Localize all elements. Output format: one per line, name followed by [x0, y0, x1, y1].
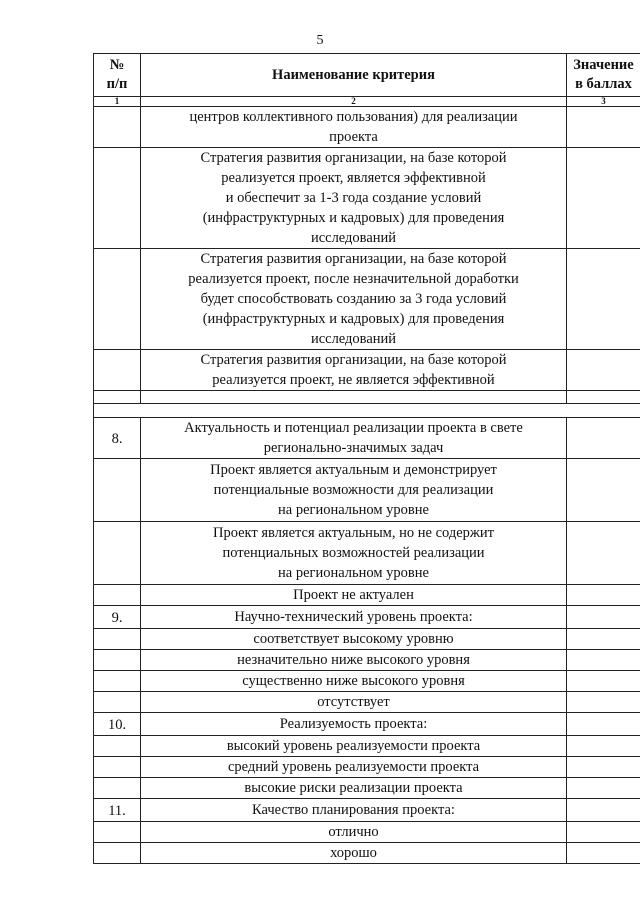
- table-row: [94, 799, 640, 822]
- score-cell: [567, 107, 640, 148]
- score-cell: [567, 148, 640, 249]
- table-row: [94, 249, 640, 350]
- header-row: [94, 54, 640, 97]
- table-row: [94, 713, 640, 736]
- score-cell: [567, 249, 640, 350]
- criterion-title: Научно-технический уровень проекта:: [141, 606, 567, 629]
- table-row: [94, 629, 640, 650]
- criterion-option: хорошо: [141, 843, 567, 864]
- criterion-option: отлично: [141, 822, 567, 843]
- table-row: [94, 822, 640, 843]
- criterion-option: Стратегия развития организации, на базе которой реализуется проект, не является эффективной: [141, 350, 567, 391]
- table-row: [94, 418, 640, 459]
- table-row: [94, 736, 640, 757]
- score-cell: [567, 799, 640, 822]
- criterion-title: Реализуемость проекта:: [141, 713, 567, 736]
- score-cell: [567, 713, 640, 736]
- score-cell: [567, 778, 640, 799]
- table-row: [94, 671, 640, 692]
- score-cell: [567, 606, 640, 629]
- score-cell: [567, 692, 640, 713]
- table-row: [94, 459, 640, 522]
- table-row: [94, 606, 640, 629]
- criterion-title: Качество планирования проекта:: [141, 799, 567, 822]
- header-number: № п/п: [94, 54, 141, 97]
- score-cell: [567, 757, 640, 778]
- criteria-table: [93, 53, 640, 864]
- score-cell: [567, 522, 640, 585]
- criterion-option: незначительно ниже высокого уровня: [141, 650, 567, 671]
- score-cell: [567, 822, 640, 843]
- criterion-option: средний уровень реализуемости проекта: [141, 757, 567, 778]
- page-number: 5: [316, 33, 324, 48]
- score-cell: [567, 629, 640, 650]
- criterion-number: 10.: [94, 713, 141, 736]
- criterion-option: Проект не актуален: [141, 585, 567, 606]
- score-cell: [567, 843, 640, 864]
- score-cell: [567, 418, 640, 459]
- criterion-option: отсутствует: [141, 692, 567, 713]
- table-row: [94, 650, 640, 671]
- table-row: [94, 585, 640, 606]
- column-index-1: 1: [94, 97, 141, 107]
- criterion-title: Актуальность и потенциал реализации проекта в свете регионально-значимых задач: [141, 418, 567, 459]
- criterion-number: 9.: [94, 606, 141, 629]
- criterion-option: Стратегия развития организации, на базе которой реализуется проект, является эффективной и обеспечит за 1-3 года создание условий (инфраструктурных и кадровых) для проведения исследований: [141, 148, 567, 249]
- criterion-option: Проект является актуальным, но не содержит потенциальных возможностей реализации на региональном уровне: [141, 522, 567, 585]
- table-row: [94, 148, 640, 249]
- header-score-value: Значение в баллах: [567, 54, 640, 97]
- criterion-option: Проект является актуальным и демонстрирует потенциальные возможности для реализации на региональном уровне: [141, 459, 567, 522]
- score-cell: [567, 650, 640, 671]
- criterion-number: 8.: [94, 418, 141, 459]
- table-row: [94, 107, 640, 148]
- criterion-number: 11.: [94, 799, 141, 822]
- score-cell: [567, 671, 640, 692]
- separator-row: [94, 404, 640, 418]
- column-index-3: 3: [567, 97, 640, 107]
- table-row: [94, 757, 640, 778]
- column-index-2: 2: [141, 97, 567, 107]
- table-row: [94, 843, 640, 864]
- criterion-option: соответствует высокому уровню: [141, 629, 567, 650]
- table-row: [94, 778, 640, 799]
- score-cell: [567, 585, 640, 606]
- score-cell: [567, 459, 640, 522]
- table-row: [94, 350, 640, 391]
- criterion-option: Стратегия развития организации, на базе которой реализуется проект, после незначительной доработки будет способствовать созданию за 3 года условий (инфраструктурных и кадровых) для проведения исследований: [141, 249, 567, 350]
- separator-row: [94, 391, 640, 404]
- table-row: [94, 692, 640, 713]
- criterion-option: высокие риски реализации проекта: [141, 778, 567, 799]
- criterion-option: высокий уровень реализуемости проекта: [141, 736, 567, 757]
- score-cell: [567, 350, 640, 391]
- criterion-option: существенно ниже высокого уровня: [141, 671, 567, 692]
- criterion-text: центров коллективного пользования) для реализации проекта: [141, 107, 567, 148]
- table-row: [94, 522, 640, 585]
- score-cell: [567, 736, 640, 757]
- header-criterion-name: Наименование критерия: [141, 54, 567, 97]
- column-index-row: [94, 97, 640, 107]
